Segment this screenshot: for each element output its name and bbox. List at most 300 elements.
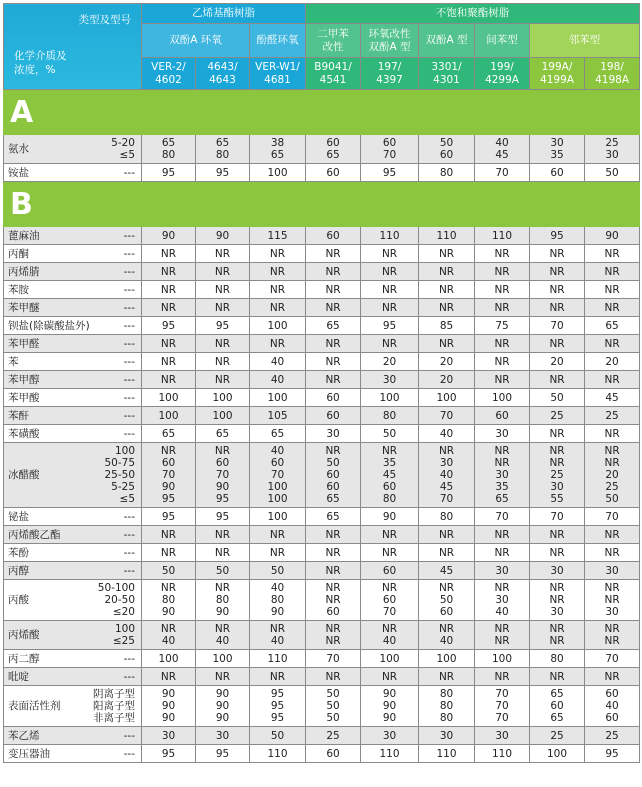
value-cell: NR [250,299,306,317]
medium-name: 丙烯酸 [8,629,40,641]
value-cell: NR [475,544,530,562]
value-cell: 100 [142,650,196,668]
value-cell: 60 [361,562,419,580]
value-cell: 30 [306,425,361,443]
value-cell: 65 [196,425,250,443]
value-cell: 65 [306,317,361,335]
value-cell: NR [419,544,475,562]
value-cell: NR [196,544,250,562]
value-cell: 30 [475,562,530,580]
value-cell: 70 [306,650,361,668]
medium-cell [4,245,142,263]
value-cell: NR NR [530,621,585,650]
value-cell: 30 [142,727,196,745]
concentration: --- [123,355,135,368]
value-cell: 30 [475,425,530,443]
value-cell: NR [250,544,306,562]
value-cell: NR [250,263,306,281]
value-cell: 25 30 [585,135,640,164]
value-cell: NR 30 40 [475,580,530,621]
medium-name: 蓖麻油 [8,229,40,242]
value-cell: 65 [142,425,196,443]
value-cell: NR [419,335,475,353]
value-cell: 38 65 [250,135,306,164]
value-cell: NR 40 [419,621,475,650]
value-cell: NR [142,299,196,317]
value-cell: 110 [475,227,530,245]
medium-name: 铋盐 [8,510,29,523]
value-cell: 40 60 70 100 100 [250,443,306,508]
value-cell: 60 40 60 [585,686,640,727]
value-cell: NR [142,526,196,544]
table-row [4,443,640,508]
value-cell: NR [306,371,361,389]
medium-cell [4,745,142,763]
medium-name: 苯胺 [8,283,29,296]
value-cell: NR [585,544,640,562]
value-cell: NR [530,425,585,443]
section-a-band [4,90,640,135]
value-cell: NR [306,335,361,353]
subtype-isophthalic: 间苯型 [475,24,530,58]
value-cell: NR [419,526,475,544]
table-row [4,245,640,263]
value-cell: NR 80 90 [142,580,196,621]
concentration: 100 ≤25 [112,623,135,647]
value-cell: NR 60 70 90 95 [196,443,250,508]
model-header: 197/ 4397 [361,58,419,90]
value-cell: 40 80 90 [250,580,306,621]
value-cell: 105 [250,407,306,425]
medium-name: 苯甲醇 [8,373,40,386]
value-cell: 60 [530,164,585,182]
value-cell: NR [142,353,196,371]
value-cell: 80 [419,164,475,182]
value-cell: NR [361,335,419,353]
value-cell: NR 35 45 60 80 [361,443,419,508]
medium-cell [4,425,142,443]
model-header: 199/ 4299A [475,58,530,90]
value-cell: 95 [585,745,640,763]
chemical-resistance-table [3,3,640,763]
value-cell: 20 [585,353,640,371]
value-cell: 60 [306,164,361,182]
value-cell: 70 70 70 [475,686,530,727]
concentration: --- [123,564,135,577]
value-cell: 40 45 [475,135,530,164]
value-cell: NR [530,526,585,544]
value-cell: NR [530,668,585,686]
value-cell: NR [306,544,361,562]
value-cell: 110 [419,227,475,245]
value-cell: 100 [142,407,196,425]
value-cell: 50 [530,389,585,407]
value-cell: NR [361,263,419,281]
value-cell: 90 90 90 [361,686,419,727]
value-cell: 20 [361,353,419,371]
concentration: --- [123,391,135,404]
medium-name: 苯 [8,355,19,368]
medium-cell [4,508,142,526]
table-row [4,544,640,562]
table-row [4,425,640,443]
value-cell: 25 [306,727,361,745]
value-cell: 60 [306,227,361,245]
table-row [4,317,640,335]
value-cell: NR [306,281,361,299]
value-cell: NR NR 30 [530,580,585,621]
table-row [4,164,640,182]
concentration: 5-20 ≤5 [111,137,135,161]
value-cell: 100 [250,389,306,407]
value-cell: NR [142,335,196,353]
value-cell: NR NR 60 [306,580,361,621]
value-cell: NR [196,245,250,263]
value-cell: NR [585,335,640,353]
model-header: 3301/ 4301 [419,58,475,90]
medium-cell [4,389,142,407]
value-cell: NR 60 70 90 95 [142,443,196,508]
table-row [4,281,640,299]
value-cell: NR [250,526,306,544]
value-cell: NR [361,544,419,562]
table-body [4,90,640,763]
value-cell: NR [196,281,250,299]
value-cell: NR [475,245,530,263]
value-cell: NR [585,425,640,443]
value-cell: NR [306,668,361,686]
value-cell: 30 [585,562,640,580]
value-cell: 90 90 90 [196,686,250,727]
value-cell: NR [475,299,530,317]
group-unsaturated-polyester-header: 不饱和聚酯树脂 [306,4,640,24]
value-cell: NR NR [475,621,530,650]
value-cell: 30 35 [530,135,585,164]
value-cell: 110 [419,745,475,763]
section-b-letter: B [10,186,33,222]
value-cell: NR [419,668,475,686]
subtype-orthophthalic: 邻苯型 [530,24,640,58]
concentration: --- [123,373,135,386]
value-cell: 95 [361,164,419,182]
value-cell: 90 [361,508,419,526]
value-cell: 50 [142,562,196,580]
value-cell: NR [530,544,585,562]
medium-cell [4,281,142,299]
value-cell: NR [250,335,306,353]
medium-name: 苯甲醛 [8,337,40,350]
value-cell: 95 [361,317,419,335]
value-cell: NR [306,562,361,580]
concentration: --- [123,652,135,665]
value-cell: 100 [475,650,530,668]
value-cell: NR [361,281,419,299]
value-cell: 30 [361,727,419,745]
value-cell: 95 [142,745,196,763]
value-cell: 30 [475,727,530,745]
group-vinyl-ester-header: 乙烯基酯树脂 [142,4,306,24]
medium-cell [4,544,142,562]
value-cell: 90 [142,227,196,245]
medium-name: 冰醋酸 [8,469,40,481]
concentration: 阴离子型 阳离子型 非离子型 [93,688,135,724]
value-cell: 50 [361,425,419,443]
value-cell: NR [361,299,419,317]
value-cell: NR [306,353,361,371]
table-row [4,227,640,245]
value-cell: 60 [306,407,361,425]
concentration: --- [123,546,135,559]
value-cell: NR [196,371,250,389]
concentration: 50-100 20-50 ≤20 [97,582,135,618]
medium-cell [4,727,142,745]
value-cell: 20 [419,371,475,389]
value-cell: NR [585,263,640,281]
value-cell: NR NR [585,621,640,650]
section-b-band [4,182,640,227]
value-cell: NR 50 60 [419,580,475,621]
value-cell: NR [585,526,640,544]
value-cell: NR [196,335,250,353]
value-cell: 95 [142,164,196,182]
value-cell: 25 [530,407,585,425]
value-cell: NR 80 90 [196,580,250,621]
medium-cell [4,299,142,317]
value-cell: NR 40 [142,621,196,650]
value-cell: 70 [419,407,475,425]
value-cell: NR 60 70 [361,580,419,621]
concentration: --- [123,409,135,422]
value-cell: 25 [530,727,585,745]
value-cell: 80 [361,407,419,425]
value-cell: NR [585,299,640,317]
value-cell: NR [361,668,419,686]
model-header: 199A/ 4199A [530,58,585,90]
value-cell: 65 [306,508,361,526]
value-cell: NR [196,526,250,544]
medium-name: 铵盐 [8,166,29,179]
value-cell: NR 40 [196,621,250,650]
value-cell: 110 [361,227,419,245]
value-cell: 100 [196,407,250,425]
value-cell: NR [419,245,475,263]
value-cell: 115 [250,227,306,245]
value-cell: NR [530,335,585,353]
concentration: 100 50-75 25-50 5-25 ≤5 [104,445,135,505]
value-cell: 50 60 [419,135,475,164]
value-cell: NR NR 20 25 50 [585,443,640,508]
value-cell: NR [585,281,640,299]
value-cell: NR [475,668,530,686]
value-cell: 30 [196,727,250,745]
value-cell: NR [585,371,640,389]
medium-name: 苯磺酸 [8,427,40,440]
value-cell: NR [142,263,196,281]
table-row [4,263,640,281]
value-cell: 50 [196,562,250,580]
medium-cell [4,562,142,580]
value-cell: 100 [530,745,585,763]
concentration: --- [123,283,135,296]
value-cell: 70 [530,508,585,526]
subtype-xylene-modified: 二甲苯 改性 [306,24,361,58]
table-row [4,668,640,686]
value-cell: NR [250,281,306,299]
value-cell: 65 60 65 [530,686,585,727]
concentration: --- [123,166,135,179]
value-cell: 95 [530,227,585,245]
value-cell: NR [250,245,306,263]
table-row [4,621,640,650]
concentration: --- [123,747,135,760]
concentration: --- [123,337,135,350]
value-cell: 60 [475,407,530,425]
medium-name: 吡啶 [8,670,29,683]
corner-medium-label: 化学介质及 浓度，% [14,50,67,76]
table-row [4,526,640,544]
value-cell: NR [475,371,530,389]
value-cell: 30 [361,371,419,389]
value-cell: NR [196,263,250,281]
concentration: --- [123,670,135,683]
value-cell: 100 [196,389,250,407]
table-row [4,371,640,389]
value-cell: 65 80 [142,135,196,164]
concentration: --- [123,427,135,440]
value-cell: 30 [419,727,475,745]
concentration: --- [123,229,135,242]
value-cell: 95 [196,164,250,182]
value-cell: 80 [530,650,585,668]
value-cell: 100 [142,389,196,407]
value-cell: 90 [196,227,250,245]
value-cell: 95 [196,745,250,763]
value-cell: NR NR [306,621,361,650]
value-cell: 40 [250,353,306,371]
value-cell: 65 [250,425,306,443]
medium-cell [4,335,142,353]
value-cell: 110 [475,745,530,763]
value-cell: 40 [419,425,475,443]
value-cell: 100 [250,317,306,335]
value-cell: NR [585,668,640,686]
value-cell: NR [196,668,250,686]
value-cell: 25 [585,727,640,745]
medium-cell [4,668,142,686]
value-cell: NR [361,526,419,544]
value-cell: NR [419,281,475,299]
value-cell: 80 [419,508,475,526]
value-cell: 75 [475,317,530,335]
value-cell: NR NR 25 30 55 [530,443,585,508]
value-cell: NR [475,353,530,371]
model-header: 4643/ 4643 [196,58,250,90]
table-row [4,580,640,621]
medium-cell [4,317,142,335]
concentration: --- [123,301,135,314]
value-cell: 70 [475,164,530,182]
model-header: VER-W1/ 4681 [250,58,306,90]
value-cell: NR 30 40 45 70 [419,443,475,508]
medium-name: 丙醇 [8,564,29,577]
model-header: VER-2/ 4602 [142,58,196,90]
value-cell: NR [142,668,196,686]
medium-name: 丙酮 [8,247,29,260]
medium-cell [4,526,142,544]
value-cell: 20 [530,353,585,371]
value-cell: 100 [419,650,475,668]
value-cell: 100 [361,389,419,407]
value-cell: NR [250,668,306,686]
value-cell: 50 [250,727,306,745]
subtype-epoxy-modified-bisphenol-a: 环氧改性 双酚A 型 [361,24,419,58]
medium-cell [4,650,142,668]
corner-header-cell [4,4,142,90]
value-cell: 90 [585,227,640,245]
medium-name: 苯甲醚 [8,301,40,314]
value-cell: 60 65 [306,135,361,164]
value-cell: 25 [585,407,640,425]
table-row [4,353,640,371]
medium-cell [4,227,142,245]
value-cell: 50 [250,562,306,580]
value-cell: NR [196,353,250,371]
value-cell: NR [475,263,530,281]
table-row [4,650,640,668]
subtype-bisphenol-a-epoxy: 双酚A 环氧 [142,24,250,58]
value-cell: 45 [585,389,640,407]
value-cell: 60 [306,389,361,407]
concentration: --- [123,528,135,541]
concentration: --- [123,247,135,260]
value-cell: NR [419,299,475,317]
table-row [4,727,640,745]
medium-name: 表面活性剂 [8,700,61,712]
value-cell: NR [530,281,585,299]
value-cell: 90 90 90 [142,686,196,727]
value-cell: 110 [250,745,306,763]
value-cell: NR NR 30 [585,580,640,621]
medium-name: 苯甲酸 [8,391,40,404]
medium-name: 丙烯腈 [8,265,40,278]
subtype-novolac-epoxy: 酚醛环氧 [250,24,306,58]
value-cell: NR 40 [250,621,306,650]
table-row [4,299,640,317]
table-row [4,686,640,727]
resin-resistance-table-wrapper [3,3,639,763]
medium-cell [4,135,142,164]
value-cell: 50 50 50 [306,686,361,727]
value-cell: 70 [585,650,640,668]
medium-name: 丙酸 [8,594,29,606]
value-cell: 95 [196,508,250,526]
table-row [4,389,640,407]
value-cell: 95 [142,508,196,526]
concentration: --- [123,510,135,523]
value-cell: 70 [530,317,585,335]
value-cell: 110 [361,745,419,763]
value-cell: NR [585,245,640,263]
value-cell: NR NR 30 35 65 [475,443,530,508]
value-cell: 60 [306,745,361,763]
medium-name: 苯乙烯 [8,729,40,742]
model-header: 198/ 4198A [585,58,640,90]
table-row [4,745,640,763]
value-cell: NR 40 [361,621,419,650]
medium-name: 变压器油 [8,747,50,760]
model-header: B9041/ 4541 [306,58,361,90]
concentration: --- [123,265,135,278]
